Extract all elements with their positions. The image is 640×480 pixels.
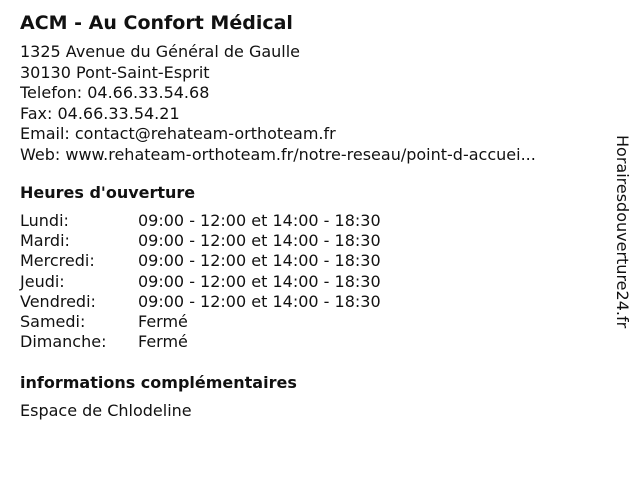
hours-row-wednesday bbox=[20, 251, 610, 271]
hours-row-saturday bbox=[20, 312, 610, 332]
hours-row-monday bbox=[20, 211, 610, 231]
hours-value: 09:00 - 12:00 et 14:00 - 18:30 bbox=[138, 251, 381, 271]
hours-value: 09:00 - 12:00 et 14:00 - 18:30 bbox=[138, 211, 381, 230]
address-line-street: 1325 Avenue du Général de Gaulle bbox=[20, 42, 301, 61]
fax-line: Fax: 04.66.33.54.21 bbox=[20, 103, 180, 123]
additional-info-heading: informations complémentaires bbox=[20, 373, 297, 393]
opening-hours-heading: Heures d'ouverture bbox=[20, 183, 196, 202]
site-watermark: Horairesdouverture24.fr bbox=[613, 135, 632, 329]
hours-day-label: Mercredi: bbox=[20, 251, 95, 271]
hours-row-thursday bbox=[20, 272, 610, 292]
address-line-city: 30130 Pont-Saint-Esprit bbox=[20, 62, 210, 82]
business-name: ACM - Au Confort Médical bbox=[20, 12, 293, 34]
hours-row-sunday bbox=[20, 332, 610, 352]
hours-day-label: Mardi: bbox=[20, 231, 70, 251]
hours-value: 09:00 - 12:00 et 14:00 - 18:30 bbox=[138, 271, 381, 291]
business-card bbox=[20, 10, 610, 421]
hours-value: 09:00 - 12:00 et 14:00 - 18:30 bbox=[138, 231, 381, 251]
hours-row-friday bbox=[20, 292, 610, 312]
hours-value: Fermé bbox=[138, 312, 188, 332]
opening-hours-list bbox=[20, 211, 610, 352]
hours-day-label: Samedi: bbox=[20, 312, 86, 332]
web-line: Web: www.rehateam-orthoteam.fr/notre-reseau/point-d-accuei... bbox=[20, 144, 536, 164]
hours-day-label: Jeudi: bbox=[20, 271, 65, 291]
hours-value: 09:00 - 12:00 et 14:00 - 18:30 bbox=[138, 291, 381, 311]
hours-value: Fermé bbox=[138, 332, 188, 352]
additional-info-text: Espace de Chlodeline bbox=[20, 401, 192, 421]
hours-day-label: Dimanche: bbox=[20, 332, 107, 352]
hours-day-label: Lundi: bbox=[20, 211, 69, 230]
email-line: Email: contact@rehateam-orthoteam.fr bbox=[20, 124, 336, 143]
phone-line: Telefon: 04.66.33.54.68 bbox=[20, 83, 210, 102]
hours-row-tuesday bbox=[20, 231, 610, 251]
hours-day-label: Vendredi: bbox=[20, 291, 96, 311]
